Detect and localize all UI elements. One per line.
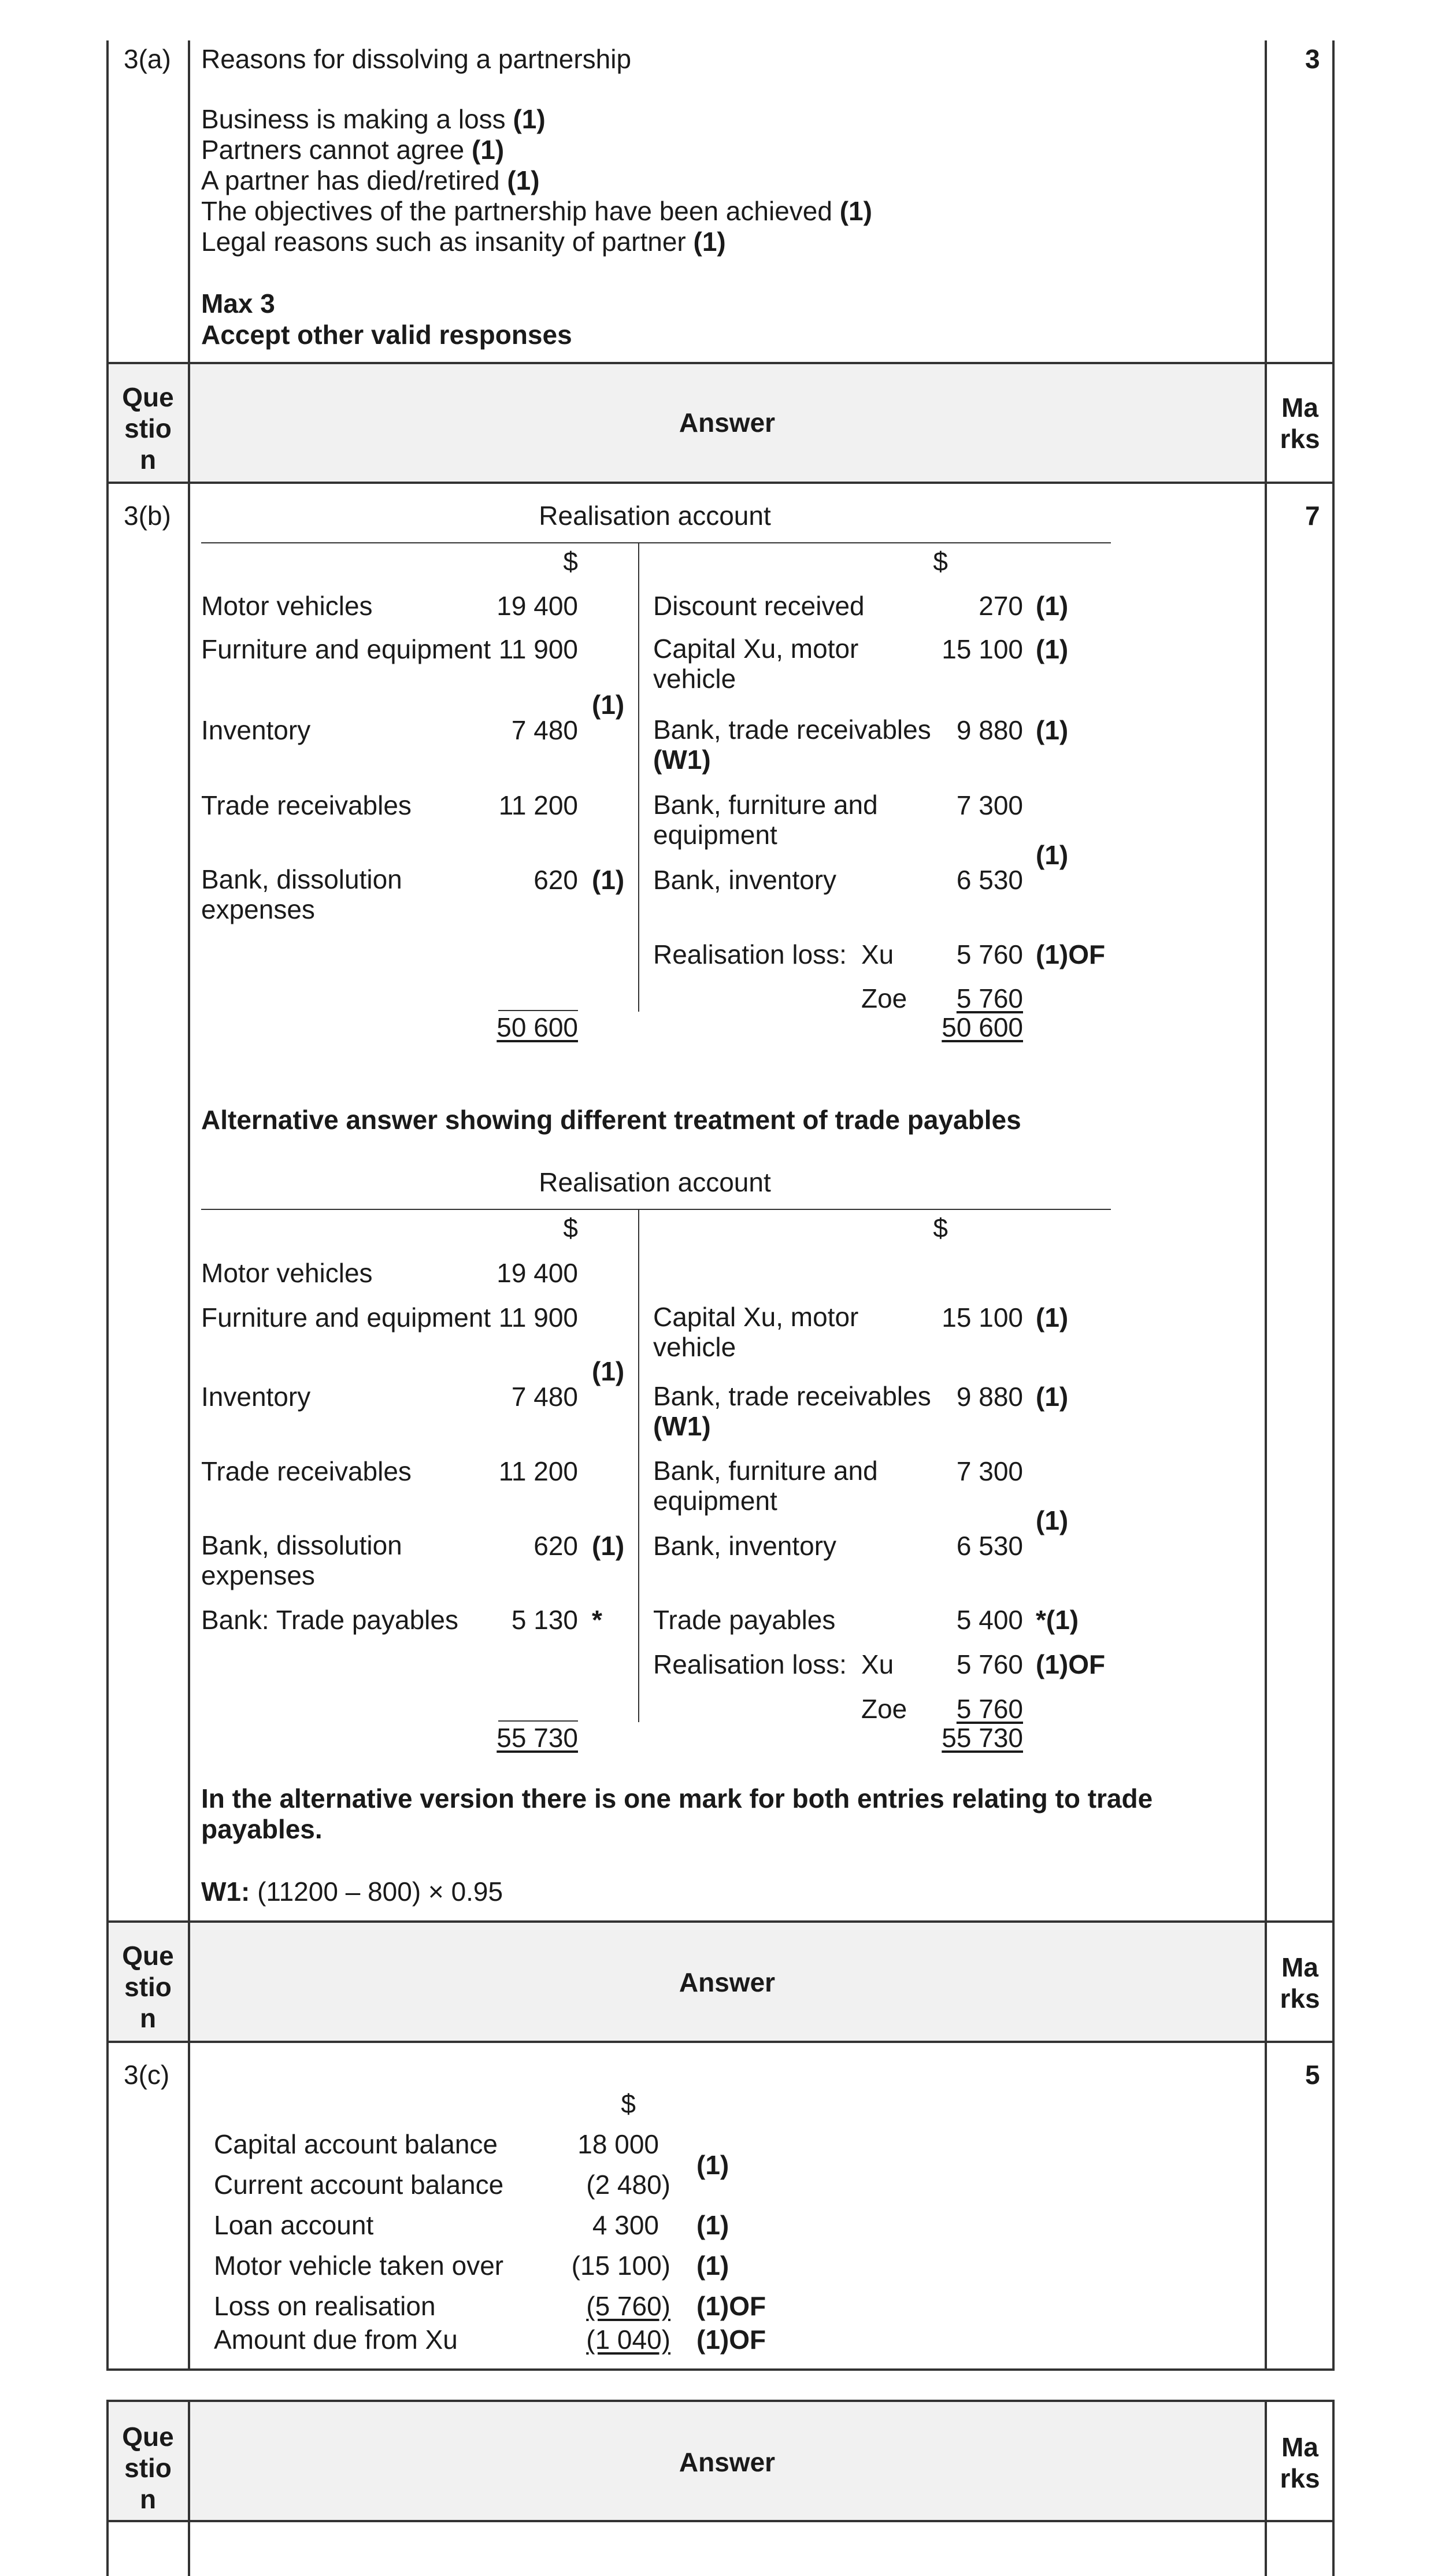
mark-bracket: (1) [592, 1356, 625, 1386]
list-item: The objectives of the partnership have been achieved (1) [201, 196, 872, 226]
marks-value: 7 [1305, 501, 1320, 531]
marks-value: 5 [1305, 2060, 1320, 2090]
header-marks: Ma rks [1280, 1952, 1320, 2014]
currency-header: $ [563, 546, 578, 576]
list-item: A partner has died/retired (1) [201, 165, 540, 195]
header-question: Que stio n [122, 382, 174, 475]
question-id: 3(c) [124, 2060, 170, 2090]
header-answer: Answer [679, 1967, 776, 1997]
currency-header: $ [563, 1213, 578, 1243]
header-question: Que stio n [122, 2422, 174, 2514]
total-credit: 50 600 [942, 1012, 1023, 1042]
total-debit: 50 600 [496, 1012, 578, 1042]
list-item: Business is making a loss (1) [201, 104, 546, 134]
header-marks: Ma rks [1280, 2432, 1320, 2493]
question-id: 3(a) [124, 44, 171, 74]
q3a-max: Max 3 [201, 288, 275, 319]
total-debit: 55 730 [496, 1723, 578, 1753]
w1-working: W1: (11200 – 800) × 0.95 [201, 1877, 503, 1907]
mark-bracket: (1) [1036, 840, 1069, 870]
q3a-title: Reasons for dissolving a partnership [201, 44, 632, 74]
list-item: Legal reasons such as insanity of partner (1) [201, 227, 726, 257]
list-item: Partners cannot agree (1) [201, 135, 505, 165]
q3a-reasons-list [201, 104, 872, 257]
header-answer: Answer [679, 2447, 776, 2477]
account-title: Realisation account [539, 1167, 771, 1197]
alt-note: In the alternative version there is one mark for both entries relating to trade payables. [201, 1783, 1153, 1844]
header-question: Que stio n [122, 1941, 174, 2033]
currency-header: $ [933, 1213, 948, 1243]
q3a-accept: Accept other valid responses [201, 320, 572, 350]
account-title: Realisation account [539, 501, 771, 531]
mark-bracket: (1) [696, 2150, 729, 2180]
question-id: 3(b) [124, 501, 171, 531]
marks-value: 3 [1305, 44, 1320, 74]
mark-bracket: (1) [1036, 1505, 1069, 1535]
total-credit: 55 730 [942, 1723, 1023, 1753]
currency-header: $ [621, 2089, 636, 2119]
alt-heading: Alternative answer showing different treatment of trade payables [201, 1105, 1021, 1135]
currency-header: $ [933, 546, 948, 576]
mark-bracket: (1) [592, 690, 625, 720]
header-marks: Ma rks [1280, 393, 1320, 454]
header-answer: Answer [679, 408, 776, 438]
